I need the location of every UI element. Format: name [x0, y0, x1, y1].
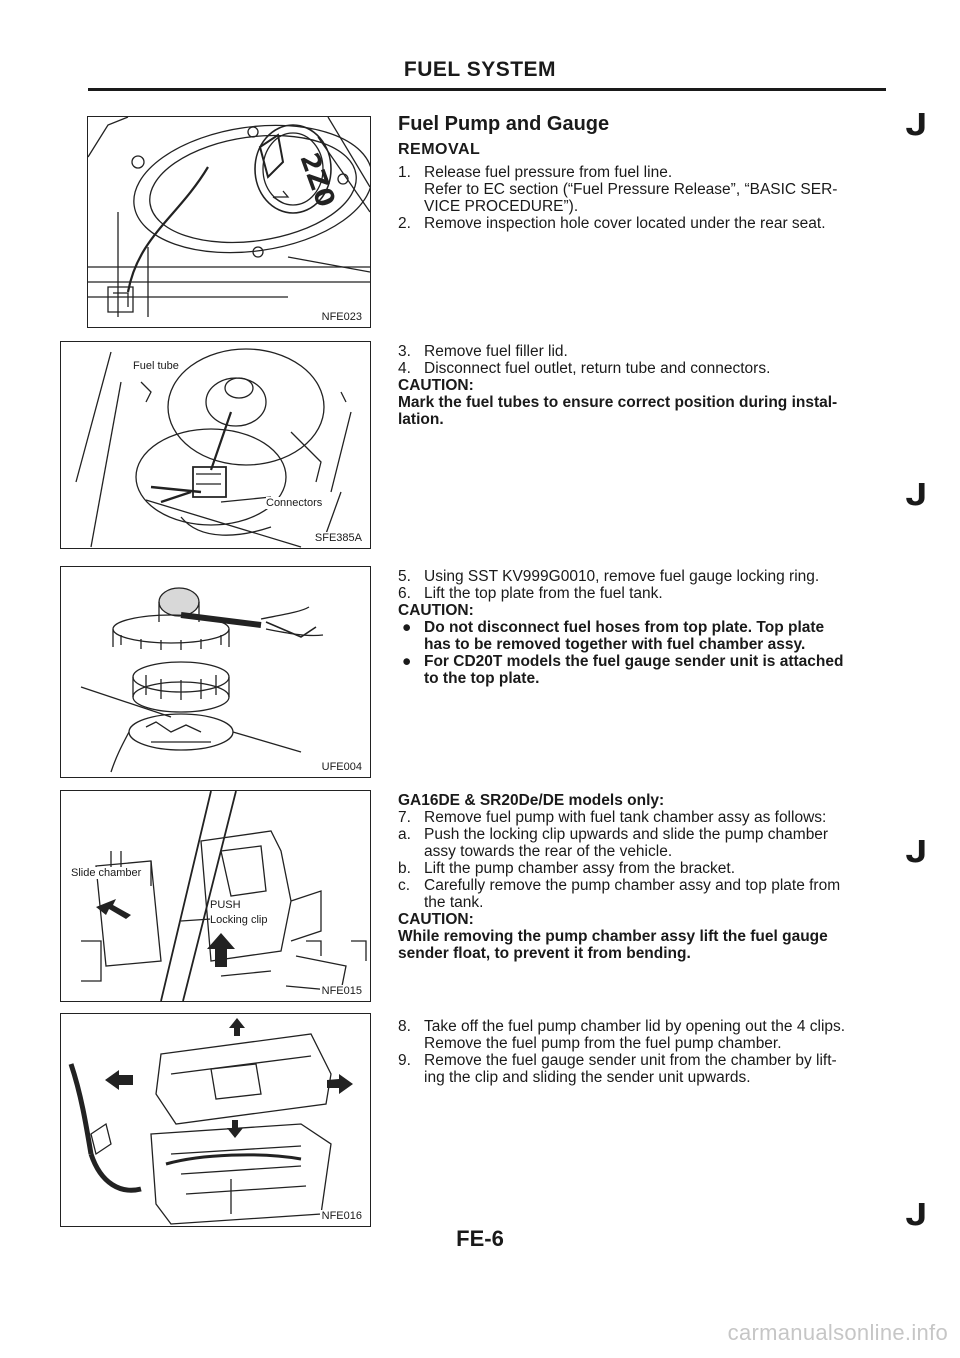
step-6: 6. Lift the top plate from the fuel tank. — [398, 585, 663, 602]
revision-check-mark: ᒍ — [905, 1199, 928, 1232]
step-8: 8. Take off the fuel pump chamber lid by opening out the 4 clips. Remove the fuel pump from the fuel pump chamber. — [398, 1018, 846, 1052]
text-block-disconnect — [398, 343, 888, 428]
step-2: 2. Remove inspection hole cover located under the rear seat. — [398, 215, 826, 232]
figure-code: SFE385A — [314, 532, 362, 544]
caution-text: While removing the pump chamber assy lift the fuel gauge sender float, to prevent it from bending. — [398, 928, 828, 962]
caution-bullet: ● For CD20T models the fuel gauge sender unit is attached to the top plate. — [402, 653, 844, 687]
caution-text: Mark the fuel tubes to ensure correct position during instal- lation. — [398, 394, 838, 428]
label-push: PUSH — [210, 899, 241, 911]
figure-code: UFE004 — [321, 761, 362, 773]
figure-pump-chamber-lid — [60, 1013, 371, 1227]
figure-code: NFE023 — [321, 311, 362, 323]
step-a: a. Push the locking clip upwards and slide the pump chamber assy towards the rear of the vehicle. — [398, 826, 829, 860]
text-block-locking-ring — [398, 568, 888, 687]
caution-bullet: ● Do not disconnect fuel hoses from top plate. Top plate has to be removed together with fuel chamber assy. — [402, 619, 825, 653]
removal-heading: REMOVAL — [398, 141, 481, 158]
figure-fuel-tube-connectors — [60, 341, 371, 549]
caution-label: CAUTION: — [398, 602, 474, 619]
revision-check-mark: ᒍ — [905, 479, 928, 512]
label-locking-clip: Locking clip — [210, 914, 268, 926]
figure-code: NFE016 — [321, 1210, 362, 1222]
chamber-lid-illustration — [61, 1014, 370, 1226]
step-c: c. Carefully remove the pump chamber assy and top plate from the tank. — [398, 877, 841, 911]
figure-inspection-hole — [87, 116, 371, 328]
revision-check-mark: ᒍ — [905, 109, 928, 142]
text-block-pump-removal — [398, 792, 888, 962]
text-block-removal — [398, 113, 888, 232]
step-b: b. Lift the pump chamber assy from the bracket. — [398, 860, 735, 877]
locking-ring-illustration — [61, 567, 370, 777]
label-slide-chamber: Slide chamber — [71, 867, 142, 879]
step-4: 4. Disconnect fuel outlet, return tube and connectors. — [398, 360, 771, 377]
pump-chamber-illustration — [61, 791, 370, 1001]
step-7: 7. Remove fuel pump with fuel tank chamber assy as follows: — [398, 809, 827, 826]
revision-check-mark: ᒍ — [905, 836, 928, 869]
bullet-dot: ● — [402, 619, 412, 636]
svg-text:2Z0: 2Z0 — [293, 149, 341, 212]
text-block-sender-unit — [398, 1018, 888, 1086]
figure-pump-chamber-locking-clip — [60, 790, 371, 1002]
caution-label: CAUTION: — [398, 911, 474, 928]
step-5: 5. Using SST KV999G0010, remove fuel gauge locking ring. — [398, 568, 820, 585]
inspection-hole-illustration — [88, 117, 370, 327]
page-header-title: FUEL SYSTEM — [403, 58, 557, 81]
bullet-dot: ● — [402, 653, 412, 670]
label-connectors: Connectors — [266, 497, 323, 509]
step-3: 3. Remove fuel filler lid. — [398, 343, 568, 360]
step-1: 1. Release fuel pressure from fuel line. Refer to EC section (“Fuel Pressure Release”, “BASIC SER- VICE PROCEDURE”). — [398, 164, 838, 215]
watermark: carmanualsonline.info — [727, 1320, 948, 1345]
page-number: FE-6 — [456, 1226, 504, 1251]
figure-locking-ring — [60, 566, 371, 778]
models-heading: GA16DE & SR20De/DE models only: — [398, 792, 665, 809]
label-fuel-tube: Fuel tube — [133, 360, 179, 372]
section-title: Fuel Pump and Gauge — [398, 113, 610, 135]
header-rule — [88, 88, 886, 91]
caution-label: CAUTION: — [398, 377, 474, 394]
step-9: 9. Remove the fuel gauge sender unit from the chamber by lift- ing the clip and sliding the sender unit upwards. — [398, 1052, 837, 1086]
fuel-tube-illustration — [61, 342, 370, 548]
figure-code: NFE015 — [321, 985, 362, 997]
